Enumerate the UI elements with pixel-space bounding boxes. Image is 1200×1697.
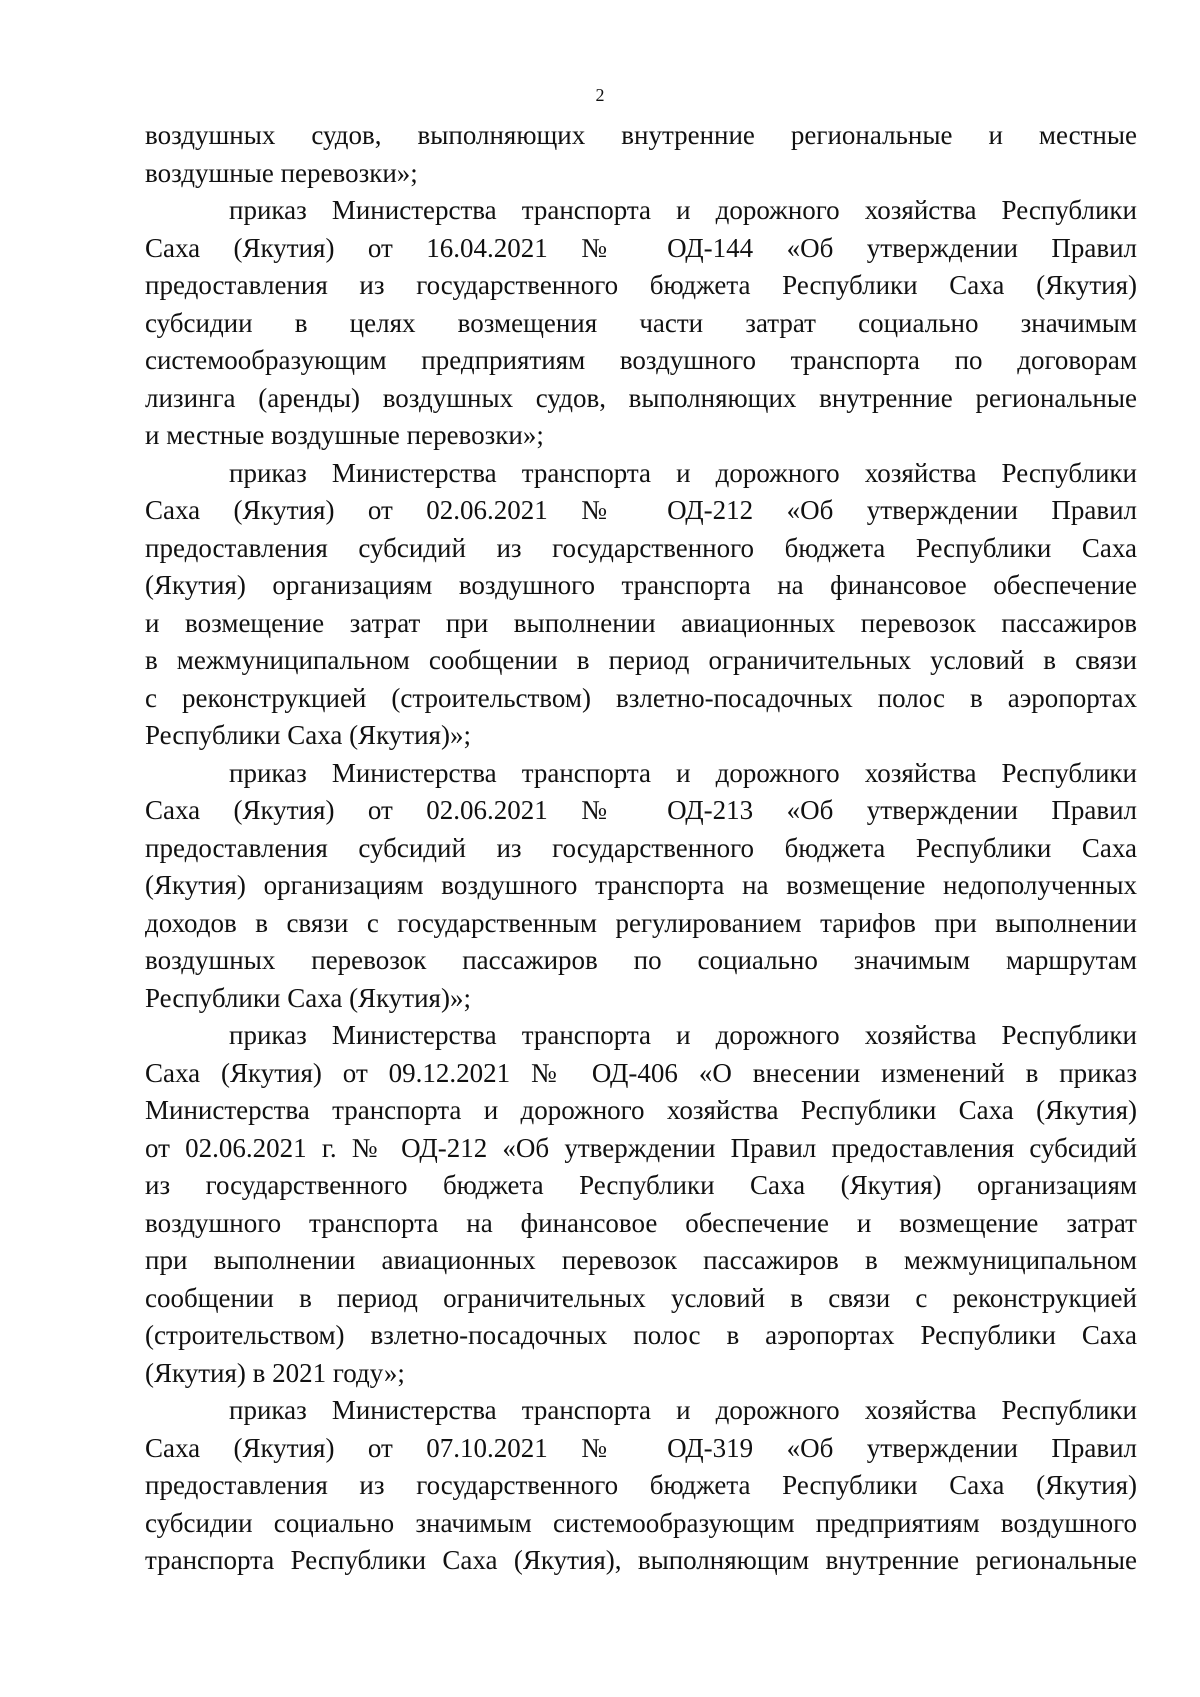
text-line: воздушных перевозок пассажиров по социально значимым маршрутам <box>145 945 1137 975</box>
text-line: субсидии социально значимым системообразующим предприятиям воздушного <box>145 1507 1137 1538</box>
text-line: (строительством) взлетно-посадочных полос в аэропортах Республики Саха <box>145 1320 1137 1350</box>
text-line: приказ Министерства транспорта и дорожного хозяйства Республики <box>229 1395 1137 1425</box>
text-line: приказ Министерства транспорта и дорожного хозяйства Республики <box>229 195 1137 225</box>
text-line: и местные воздушные перевозки»; <box>145 420 544 450</box>
text-line: (Якутия) в 2021 году»; <box>145 1357 405 1388</box>
text-line: субсидии в целях возмещения части затрат социально значимым <box>145 307 1137 338</box>
text-line: воздушного транспорта на финансовое обеспечение и возмещение затрат <box>145 1207 1137 1238</box>
paragraph <box>145 1392 1137 1580</box>
text-line: (Якутия) организациям воздушного транспорта на возмещение недополученных <box>145 870 1137 900</box>
text-line: в межмуниципальном сообщении в период ограничительных условий в связи <box>145 645 1137 675</box>
text-line: предоставления субсидий из государственного бюджета Республики Саха <box>145 532 1137 563</box>
text-line: системообразующим предприятиям воздушного транспорта по договорам <box>145 345 1137 375</box>
text-line: сообщении в период ограничительных условий в связи с реконструкцией <box>145 1282 1137 1313</box>
text-line: приказ Министерства транспорта и дорожного хозяйства Республики <box>229 457 1137 488</box>
paragraph <box>145 117 1137 192</box>
text-line: при выполнении авиационных перевозок пассажиров в межмуниципальном <box>145 1245 1137 1275</box>
text-line: предоставления из государственного бюджета Республики Саха (Якутия) <box>145 1470 1137 1500</box>
text-line: лизинга (аренды) воздушных судов, выполняющих внутренние региональные <box>145 382 1137 413</box>
text-line: Республики Саха (Якутия)»; <box>145 982 471 1013</box>
text-line: предоставления субсидий из государственного бюджета Республики Саха <box>145 832 1137 863</box>
text-line: приказ Министерства транспорта и дорожного хозяйства Республики <box>229 757 1137 788</box>
text-line: Республики Саха (Якутия)»; <box>145 720 471 750</box>
text-line: от 02.06.2021 г. № ОД-212 «Об утверждении Правил предоставления субсидий <box>145 1132 1137 1163</box>
text-line: Саха (Якутия) от 02.06.2021 № ОД-212 «Об утверждении Правил <box>145 495 1137 525</box>
text-line: приказ Министерства транспорта и дорожного хозяйства Республики <box>229 1020 1137 1050</box>
text-line: с реконструкцией (строительством) взлетно-посадочных полос в аэропортах <box>145 682 1137 713</box>
text-line: Саха (Якутия) от 16.04.2021 № ОД-144 «Об утверждении Правил <box>145 232 1137 263</box>
paragraph <box>145 455 1137 755</box>
paragraph <box>145 755 1137 1018</box>
text-line: Саха (Якутия) от 07.10.2021 № ОД-319 «Об утверждении Правил <box>145 1432 1137 1463</box>
text-line: из государственного бюджета Республики Саха (Якутия) организациям <box>145 1170 1137 1200</box>
text-line: воздушные перевозки»; <box>145 157 418 188</box>
paragraph <box>145 192 1137 455</box>
text-line: и возмещение затрат при выполнении авиационных перевозок пассажиров <box>145 607 1137 638</box>
text-line: Министерства транспорта и дорожного хозяйства Республики Саха (Якутия) <box>145 1095 1137 1125</box>
text-line: (Якутия) организациям воздушного транспорта на финансовое обеспечение <box>145 570 1137 600</box>
paragraph <box>145 1017 1137 1392</box>
text-line: Саха (Якутия) от 02.06.2021 № ОД-213 «Об утверждении Правил <box>145 795 1137 825</box>
page-number: 2 <box>595 85 605 105</box>
text-line: транспорта Республики Саха (Якутия), выполняющим внутренние региональные <box>145 1545 1137 1575</box>
text-line: доходов в связи с государственным регулированием тарифов при выполнении <box>145 907 1137 938</box>
text-line: Саха (Якутия) от 09.12.2021 № ОД-406 «О внесении изменений в приказ <box>145 1057 1137 1088</box>
text-line: воздушных судов, выполняющих внутренние региональные и местные <box>145 120 1137 150</box>
document-body <box>145 117 1137 1580</box>
text-line: предоставления из государственного бюджета Республики Саха (Якутия) <box>145 270 1137 300</box>
